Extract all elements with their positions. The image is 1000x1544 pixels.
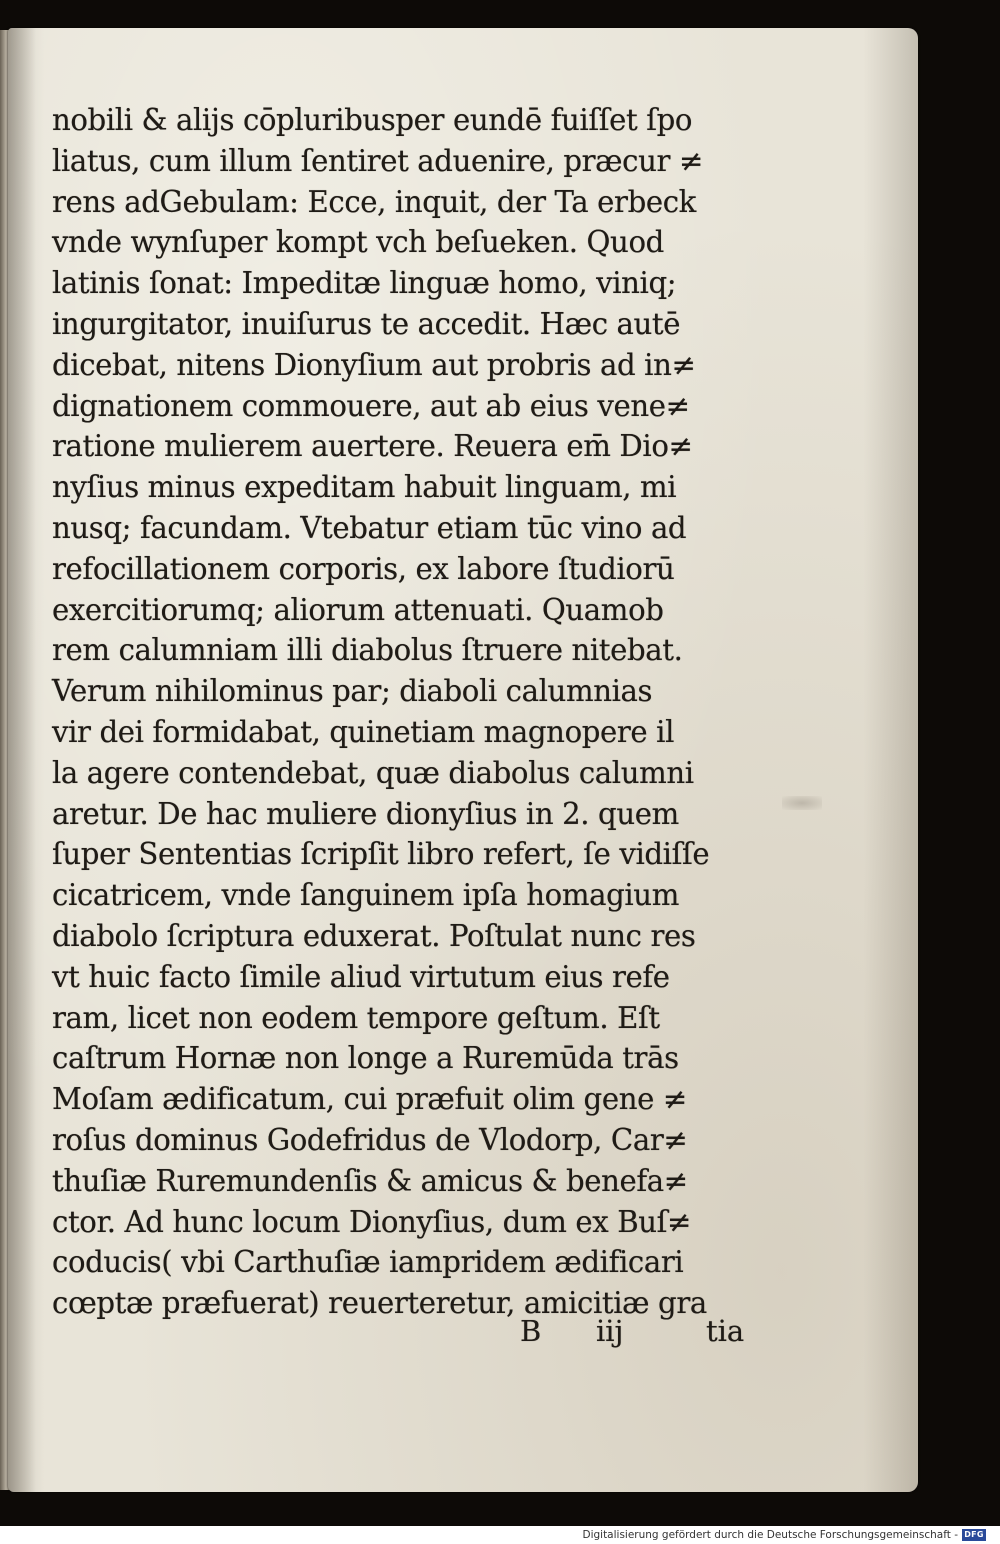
text-line: vt huic facto ſimile aliud virtutum eius refe <box>52 959 670 994</box>
gutter-shadow <box>8 28 36 1492</box>
text-line: Moſam ædificatum, cui præfuit olim gene ≠ <box>52 1082 687 1117</box>
ink-smudge <box>782 796 822 810</box>
text-line: latinis ſonat: Impeditæ linguæ homo, viniq; <box>52 266 677 301</box>
catchword: tia <box>706 1314 745 1348</box>
text-line: la agere contendebat, quæ diabolus calumni <box>52 755 694 790</box>
text-line: aretur. De hac muliere dionyſius in 2. quem <box>52 796 679 831</box>
text-line: ingurgitator, inuiſurus te accedit. Hæc autē <box>52 306 681 341</box>
text-line: vir dei formidabat, quinetiam magnopere il <box>52 714 675 749</box>
text-line: dicebat, nitens Dionyſium aut probris ad in≠ <box>52 347 696 382</box>
funding-credit: Digitalisierung gefördert durch die Deutsche Forschungsgemeinschaft - <box>582 1529 958 1541</box>
text-line: cœptæ præfuerat) reuerteretur, amicitiæ gra <box>52 1286 707 1321</box>
text-line: rens adGebulam: Ecce, inquit, der Ta erbeck <box>52 184 696 219</box>
text-line: nyſius minus expeditam habuit linguam, mi <box>52 470 677 505</box>
text-line: rem calumniam illi diabolus ſtruere nitebat. <box>52 633 683 668</box>
text-line: exercitiorumq; aliorum attenuati. Quamob <box>52 592 664 627</box>
text-line: ctor. Ad hunc locum Dionyſius, dum ex Buſ≠ <box>52 1204 692 1239</box>
text-line: ratione mulierem auertere. Reuera em̄ Dio≠ <box>52 429 693 464</box>
text-line: diabolo ſcriptura eduxerat. Poſtulat nunc res <box>52 918 696 953</box>
dfg-logo-icon: DFG <box>962 1529 986 1541</box>
text-line: roſus dominus Godefridus de Vlodorp, Car≠ <box>52 1122 688 1157</box>
text-line: ſuper Sententias ſcripſit libro refert, ſe vidiſſe <box>52 837 710 872</box>
signature-number: iiј <box>596 1314 624 1348</box>
text-line: coducis( vbi Carthuſiæ iampridem ædificari <box>52 1245 684 1280</box>
text-line: caſtrum Hornæ non longe a Ruremūda trās <box>52 1041 679 1076</box>
text-line: nusq; facundam. Vtebatur etiam tūc vino ad <box>52 510 687 545</box>
signature-mark: B <box>520 1314 542 1348</box>
text-line: thuſiæ Ruremundenſis & amicus & benefa≠ <box>52 1163 688 1198</box>
text-line: cicatricem, vnde ſanguinem ipſa homagium <box>52 878 679 913</box>
text-line: nobili & aliјs cōpluribusper eundē fuiſſet ſpo <box>52 103 693 137</box>
text-block <box>52 100 772 1324</box>
text-line: vnde wynſuper kompt vch beſueken. Quod <box>52 225 664 260</box>
text-line: dignationem commouere, aut ab eius vene≠ <box>52 388 690 423</box>
text-line: liatus, cum illum ſentiret aduenire, præcur ≠ <box>52 143 703 178</box>
text-line: Verum nihilominus par; diaboli calumnias <box>52 674 653 709</box>
text-line: refocillationem corporis, ex labore ſtudiorū <box>52 551 675 586</box>
text-line: ram, licet non eodem tempore geſtum. Eſt <box>52 1000 660 1035</box>
